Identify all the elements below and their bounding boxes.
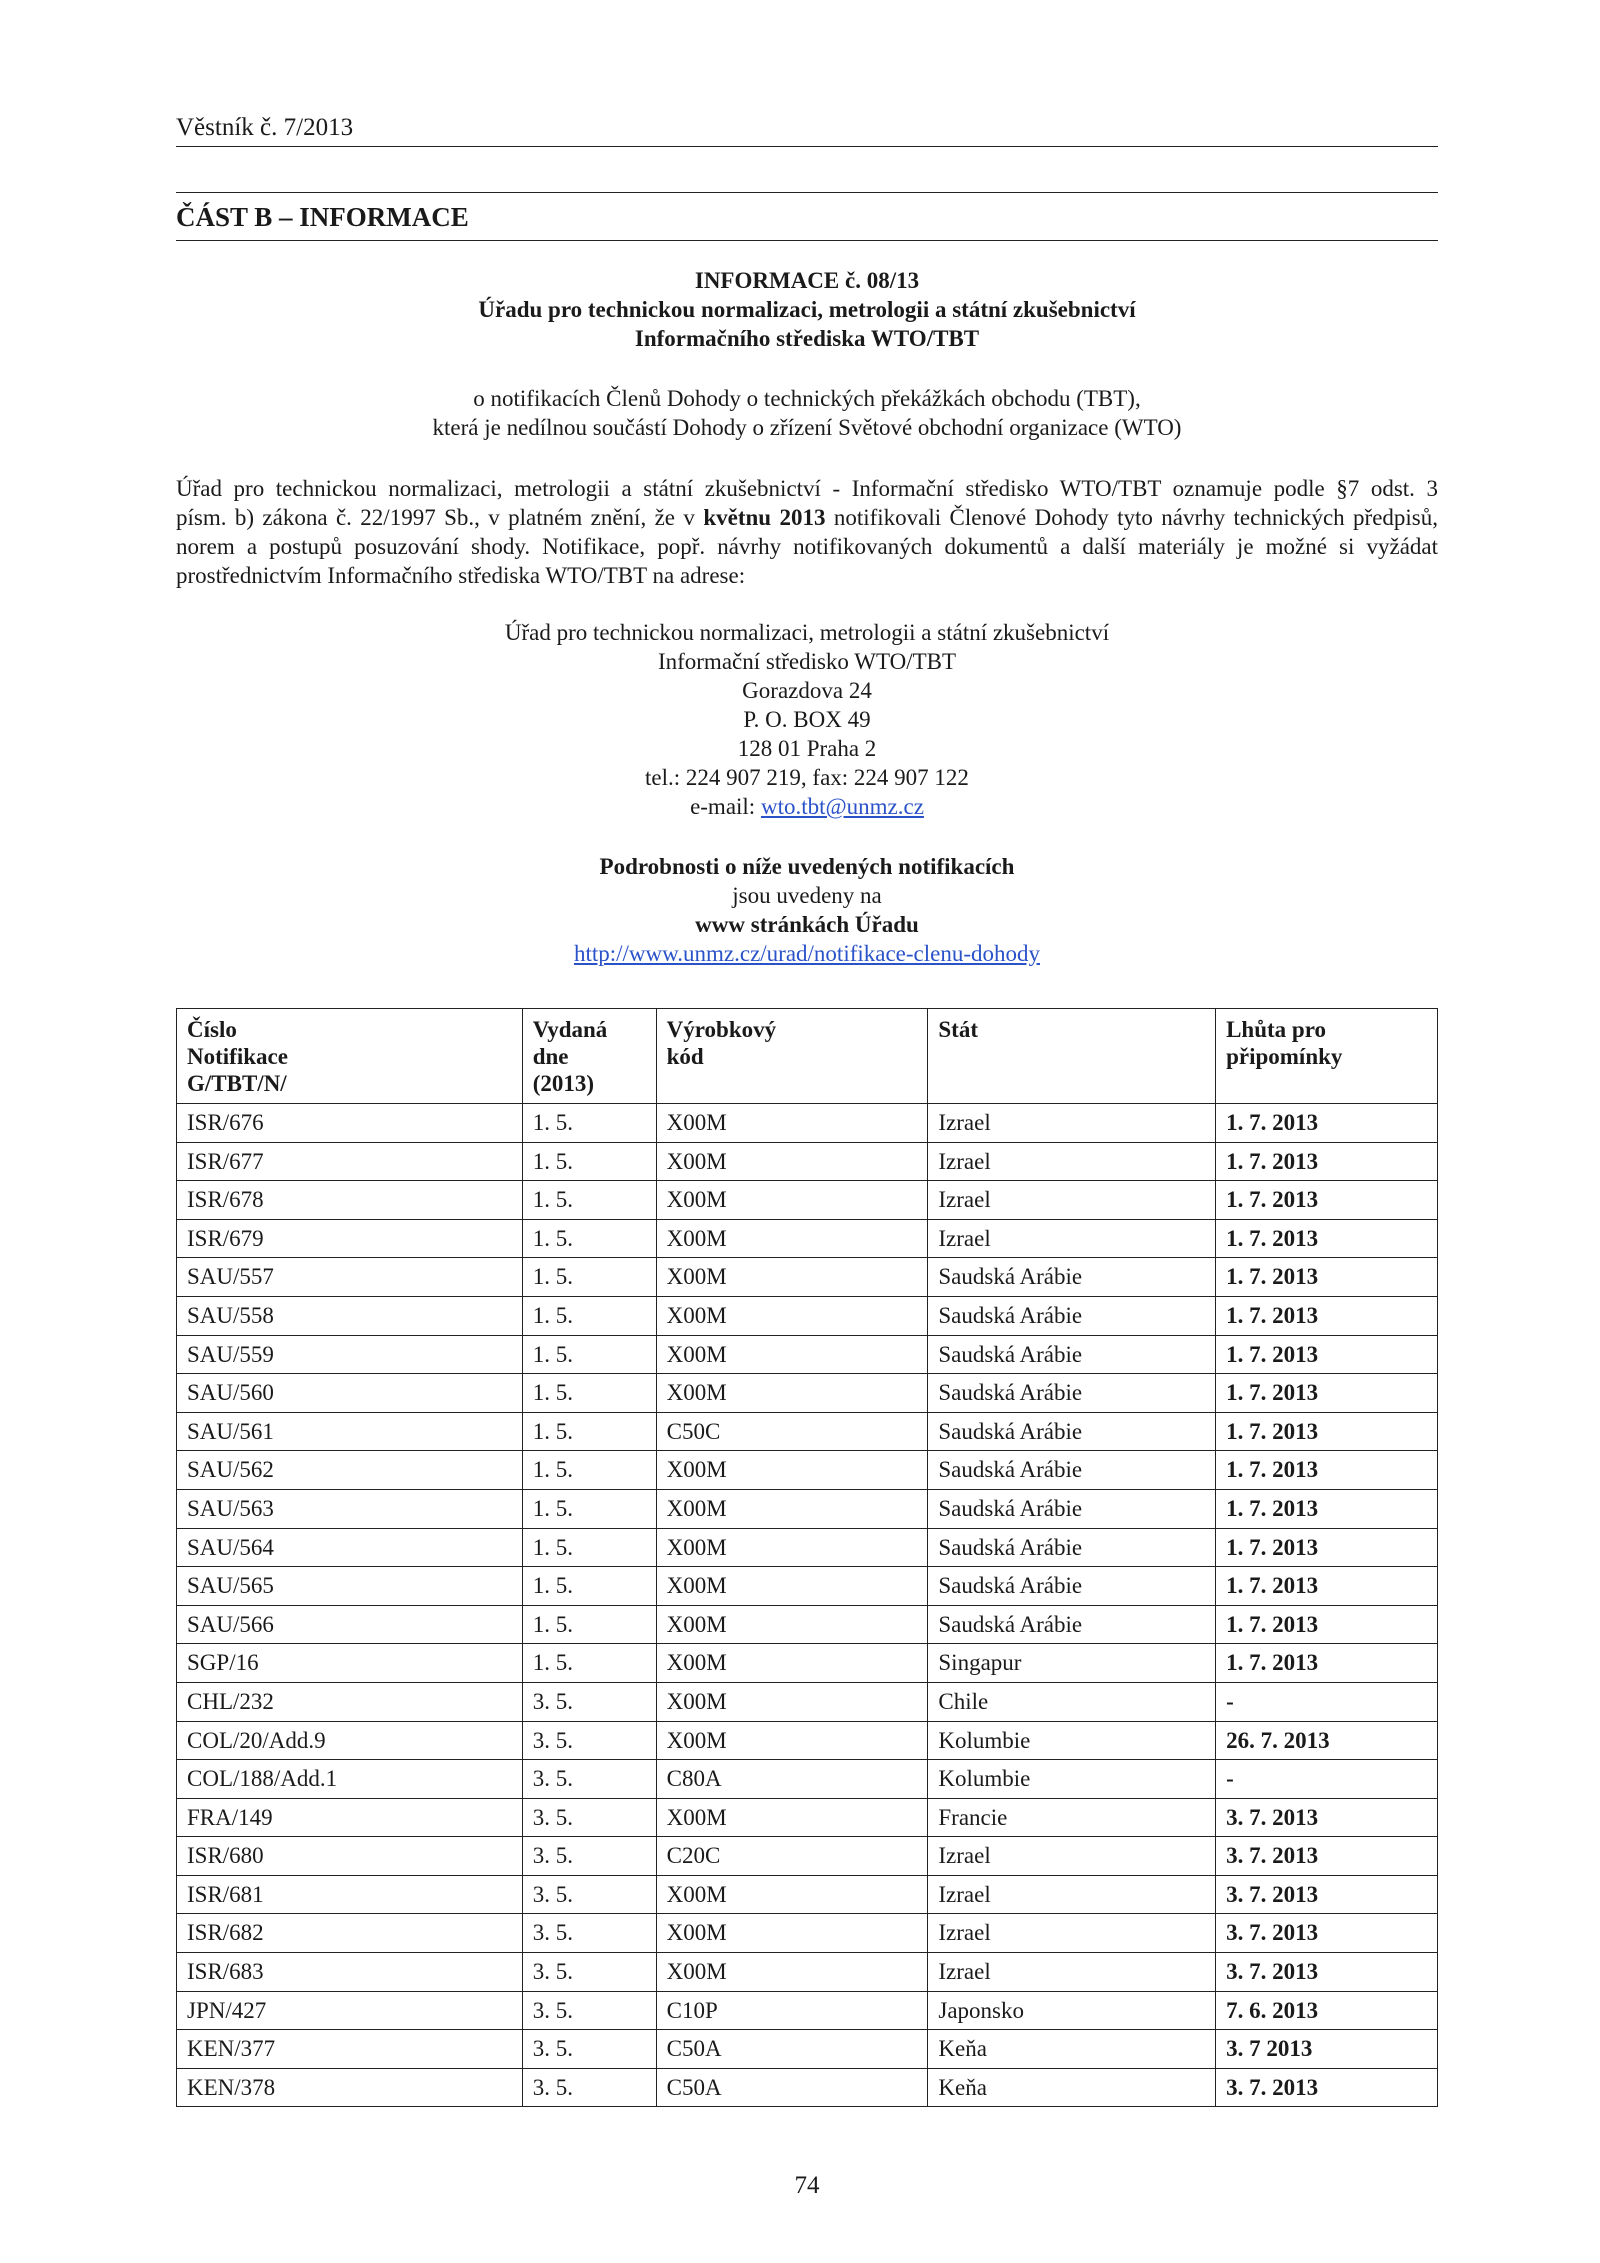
cell-notification-number: SAU/561 <box>177 1412 523 1451</box>
cell-issued-date: 3. 5. <box>522 1798 656 1837</box>
cell-issued-date: 1. 5. <box>522 1104 656 1143</box>
cell-comment-deadline: 3. 7. 2013 <box>1216 1837 1438 1876</box>
cell-comment-deadline: 3. 7. 2013 <box>1216 2068 1438 2107</box>
cell-notification-number: ISR/680 <box>177 1837 523 1876</box>
cell-notification-number: SGP/16 <box>177 1644 523 1683</box>
header-rule <box>176 146 1438 147</box>
table-row <box>177 1335 1438 1374</box>
cell-product-code: C20C <box>656 1837 928 1876</box>
header-line: Vydaná <box>532 1017 608 1042</box>
info-heading <box>176 266 1438 353</box>
table-row <box>177 1451 1438 1490</box>
cell-notification-number: KEN/377 <box>177 2030 523 2069</box>
info-subheading <box>176 384 1438 442</box>
cell-notification-number: ISR/682 <box>177 1914 523 1953</box>
section-rule-bottom <box>176 240 1438 241</box>
cell-comment-deadline: 1. 7. 2013 <box>1216 1104 1438 1143</box>
address-line: 128 01 Praha 2 <box>737 736 877 761</box>
header-issued-date <box>522 1009 656 1104</box>
section-rule-top <box>176 192 1438 193</box>
cell-issued-date: 3. 5. <box>522 1721 656 1760</box>
cell-product-code: X00M <box>656 1798 928 1837</box>
info-subheading-line: která je nedílnou součástí Dohody o zřízení Světové obchodní organizace (WTO) <box>432 415 1182 440</box>
cell-country: Izrael <box>928 1914 1216 1953</box>
cell-issued-date: 3. 5. <box>522 1953 656 1992</box>
cell-country: Izrael <box>928 1181 1216 1220</box>
cell-issued-date: 1. 5. <box>522 1412 656 1451</box>
cell-issued-date: 1. 5. <box>522 1335 656 1374</box>
table-row <box>177 1374 1438 1413</box>
table-row <box>177 1837 1438 1876</box>
cell-notification-number: ISR/681 <box>177 1875 523 1914</box>
cell-product-code: X00M <box>656 1605 928 1644</box>
intro-line <box>176 503 1438 532</box>
section-title: ČÁST B – INFORMACE <box>176 202 469 232</box>
cell-product-code: X00M <box>656 1296 928 1335</box>
cell-country: Japonsko <box>928 1991 1216 2030</box>
cell-issued-date: 3. 5. <box>522 2068 656 2107</box>
table-row <box>177 2030 1438 2069</box>
table-row <box>177 1991 1438 2030</box>
details-line: www stránkách Úřadu <box>695 912 919 937</box>
cell-product-code: C10P <box>656 1991 928 2030</box>
cell-country: Keňa <box>928 2068 1216 2107</box>
cell-notification-number: ISR/678 <box>177 1181 523 1220</box>
cell-product-code: X00M <box>656 1181 928 1220</box>
cell-notification-number: SAU/560 <box>177 1374 523 1413</box>
cell-country: Saudská Arábie <box>928 1567 1216 1606</box>
cell-issued-date: 3. 5. <box>522 1991 656 2030</box>
cell-product-code: X00M <box>656 1335 928 1374</box>
cell-country: Singapur <box>928 1644 1216 1683</box>
cell-country: Kolumbie <box>928 1721 1216 1760</box>
cell-comment-deadline: 7. 6. 2013 <box>1216 1991 1438 2030</box>
cell-comment-deadline: 3. 7 2013 <box>1216 2030 1438 2069</box>
table-row <box>177 1219 1438 1258</box>
header-line: připomínky <box>1226 1044 1343 1069</box>
cell-issued-date: 1. 5. <box>522 1258 656 1297</box>
cell-country: Izrael <box>928 1142 1216 1181</box>
cell-issued-date: 3. 5. <box>522 1875 656 1914</box>
table-row <box>177 1489 1438 1528</box>
cell-country: Saudská Arábie <box>928 1374 1216 1413</box>
cell-issued-date: 3. 5. <box>522 1682 656 1721</box>
cell-notification-number: SAU/559 <box>177 1335 523 1374</box>
cell-issued-date: 1. 5. <box>522 1567 656 1606</box>
cell-notification-number: SAU/563 <box>177 1489 523 1528</box>
cell-issued-date: 1. 5. <box>522 1489 656 1528</box>
address-line: P. O. BOX 49 <box>743 707 871 732</box>
cell-country: Saudská Arábie <box>928 1412 1216 1451</box>
cell-notification-number: SAU/562 <box>177 1451 523 1490</box>
email-link[interactable]: wto.tbt@unmz.cz <box>760 794 924 819</box>
cell-product-code: C50C <box>656 1412 928 1451</box>
cell-comment-deadline: 1. 7. 2013 <box>1216 1567 1438 1606</box>
header-line: (2013) <box>532 1071 595 1096</box>
cell-product-code: X00M <box>656 1374 928 1413</box>
page-number: 74 <box>794 2172 820 2199</box>
cell-comment-deadline: 1. 7. 2013 <box>1216 1142 1438 1181</box>
header-line: Výrobkový <box>666 1017 777 1042</box>
email-label: e-mail: <box>690 794 761 819</box>
cell-issued-date: 1. 5. <box>522 1296 656 1335</box>
cell-comment-deadline: 1. 7. 2013 <box>1216 1528 1438 1567</box>
table-row <box>177 1875 1438 1914</box>
table-header-row <box>177 1009 1438 1104</box>
cell-issued-date: 3. 5. <box>522 2030 656 2069</box>
cell-issued-date: 1. 5. <box>522 1605 656 1644</box>
header-line: dne <box>532 1044 569 1069</box>
info-heading-line: Úřadu pro technickou normalizaci, metrologii a státní zkušebnictví <box>478 297 1136 322</box>
intro-line: prostřednictvím Informačního střediska WTO/TBT na adrese: <box>176 563 746 588</box>
cell-issued-date: 3. 5. <box>522 1760 656 1799</box>
cell-comment-deadline: 1. 7. 2013 <box>1216 1374 1438 1413</box>
cell-notification-number: SAU/564 <box>177 1528 523 1567</box>
header-line: Číslo <box>187 1017 237 1042</box>
header-product-code <box>656 1009 928 1104</box>
cell-comment-deadline: 26. 7. 2013 <box>1216 1721 1438 1760</box>
cell-country: Saudská Arábie <box>928 1335 1216 1374</box>
cell-comment-deadline: 3. 7. 2013 <box>1216 1914 1438 1953</box>
cell-product-code: C80A <box>656 1760 928 1799</box>
cell-notification-number: SAU/565 <box>177 1567 523 1606</box>
cell-country: Chile <box>928 1682 1216 1721</box>
table-row <box>177 1644 1438 1683</box>
intro-month: květnu 2013 <box>703 505 826 530</box>
cell-notification-number: ISR/676 <box>177 1104 523 1143</box>
table-row <box>177 1258 1438 1297</box>
cell-product-code: X00M <box>656 1489 928 1528</box>
info-heading-line: Informačního střediska WTO/TBT <box>634 326 980 351</box>
cell-comment-deadline: 1. 7. 2013 <box>1216 1181 1438 1220</box>
info-heading-line: INFORMACE č. 08/13 <box>694 268 920 293</box>
cell-comment-deadline: 3. 7. 2013 <box>1216 1798 1438 1837</box>
cell-comment-deadline: 1. 7. 2013 <box>1216 1451 1438 1490</box>
header-line: G/TBT/N/ <box>187 1071 287 1096</box>
cell-comment-deadline: 1. 7. 2013 <box>1216 1296 1438 1335</box>
table-row <box>177 1528 1438 1567</box>
table-row <box>177 1721 1438 1760</box>
intro-paragraph <box>176 474 1438 590</box>
cell-notification-number: JPN/427 <box>177 1991 523 2030</box>
cell-comment-deadline: - <box>1216 1760 1438 1799</box>
cell-country: Francie <box>928 1798 1216 1837</box>
info-subheading-line: o notifikacích Členů Dohody o technických překážkách obchodu (TBT), <box>473 386 1141 411</box>
cell-country: Izrael <box>928 1953 1216 1992</box>
cell-country: Saudská Arábie <box>928 1489 1216 1528</box>
cell-product-code: X00M <box>656 1875 928 1914</box>
cell-product-code: X00M <box>656 1721 928 1760</box>
cell-issued-date: 1. 5. <box>522 1644 656 1683</box>
cell-product-code: X00M <box>656 1953 928 1992</box>
header-line: kód <box>666 1044 704 1069</box>
cell-notification-number: ISR/683 <box>177 1953 523 1992</box>
cell-comment-deadline: 3. 7. 2013 <box>1216 1875 1438 1914</box>
cell-notification-number: ISR/679 <box>177 1219 523 1258</box>
address-line: tel.: 224 907 219, fax: 224 907 122 <box>645 765 969 790</box>
cell-notification-number: FRA/149 <box>177 1798 523 1837</box>
cell-country: Saudská Arábie <box>928 1296 1216 1335</box>
intro-text: notifikovali Členové Dohody tyto návrhy technických předpisů, <box>825 505 1439 530</box>
cell-product-code: X00M <box>656 1258 928 1297</box>
address-line: Informační středisko WTO/TBT <box>657 649 957 674</box>
cell-issued-date: 1. 5. <box>522 1181 656 1220</box>
cell-notification-number: ISR/677 <box>177 1142 523 1181</box>
notifications-table <box>176 1008 1438 2107</box>
cell-country: Saudská Arábie <box>928 1605 1216 1644</box>
header-line: Notifikace <box>187 1044 288 1069</box>
header-country <box>928 1009 1216 1104</box>
cell-comment-deadline: 1. 7. 2013 <box>1216 1489 1438 1528</box>
cell-issued-date: 3. 5. <box>522 1914 656 1953</box>
cell-product-code: X00M <box>656 1644 928 1683</box>
table-body <box>177 1104 1438 2107</box>
cell-comment-deadline: 1. 7. 2013 <box>1216 1335 1438 1374</box>
cell-product-code: C50A <box>656 2068 928 2107</box>
header-comment-deadline <box>1216 1009 1438 1104</box>
cell-country: Izrael <box>928 1219 1216 1258</box>
cell-notification-number: SAU/566 <box>177 1605 523 1644</box>
cell-country: Keňa <box>928 2030 1216 2069</box>
cell-country: Saudská Arábie <box>928 1528 1216 1567</box>
table-row <box>177 1412 1438 1451</box>
address-line: Úřad pro technickou normalizaci, metrologii a státní zkušebnictví <box>504 620 1110 645</box>
cell-product-code: X00M <box>656 1567 928 1606</box>
address-email-line <box>176 792 1438 821</box>
cell-notification-number: CHL/232 <box>177 1682 523 1721</box>
table-row <box>177 1605 1438 1644</box>
cell-product-code: C50A <box>656 2030 928 2069</box>
cell-notification-number: COL/188/Add.1 <box>177 1760 523 1799</box>
details-block <box>176 852 1438 968</box>
table-row <box>177 1567 1438 1606</box>
intro-line: norem a postupů posuzování shody. Notifikace, popř. návrhy notifikovaných dokumentů a další materiály je možné si vyžádat <box>176 534 1438 559</box>
details-line: Podrobnosti o níže uvedených notifikacích <box>599 854 1015 879</box>
table-row <box>177 2068 1438 2107</box>
header-notification-number <box>177 1009 523 1104</box>
cell-country: Izrael <box>928 1837 1216 1876</box>
cell-product-code: X00M <box>656 1451 928 1490</box>
cell-issued-date: 1. 5. <box>522 1374 656 1413</box>
cell-issued-date: 1. 5. <box>522 1528 656 1567</box>
cell-comment-deadline: 1. 7. 2013 <box>1216 1219 1438 1258</box>
table-row <box>177 1296 1438 1335</box>
cell-country: Saudská Arábie <box>928 1258 1216 1297</box>
header-line: Stát <box>938 1017 979 1042</box>
cell-country: Izrael <box>928 1104 1216 1143</box>
cell-issued-date: 3. 5. <box>522 1837 656 1876</box>
table-row <box>177 1181 1438 1220</box>
document-page <box>176 0 1438 2263</box>
cell-issued-date: 1. 5. <box>522 1142 656 1181</box>
intro-text: písm. b) zákona č. 22/1997 Sb., v platném znění, že v <box>176 505 704 530</box>
cell-country: Izrael <box>928 1875 1216 1914</box>
cell-country: Kolumbie <box>928 1760 1216 1799</box>
cell-notification-number: COL/20/Add.9 <box>177 1721 523 1760</box>
cell-product-code: X00M <box>656 1142 928 1181</box>
address-block <box>176 618 1438 821</box>
cell-product-code: X00M <box>656 1682 928 1721</box>
cell-product-code: X00M <box>656 1104 928 1143</box>
address-line: Gorazdova 24 <box>742 678 872 703</box>
cell-issued-date: 1. 5. <box>522 1451 656 1490</box>
cell-issued-date: 1. 5. <box>522 1219 656 1258</box>
table-row <box>177 1914 1438 1953</box>
table-row <box>177 1798 1438 1837</box>
table-row <box>177 1953 1438 1992</box>
cell-comment-deadline: 1. 7. 2013 <box>1216 1644 1438 1683</box>
cell-country: Saudská Arábie <box>928 1451 1216 1490</box>
table-row <box>177 1142 1438 1181</box>
cell-comment-deadline: - <box>1216 1682 1438 1721</box>
header-line: Lhůta pro <box>1226 1017 1327 1042</box>
cell-product-code: X00M <box>656 1914 928 1953</box>
table-row <box>177 1104 1438 1143</box>
journal-header: Věstník č. 7/2013 <box>176 114 354 141</box>
intro-line: Úřad pro technickou normalizaci, metrologii a státní zkušebnictví - Informační středisko WTO/TBT oznamuje podle §7 odst. 3 <box>176 476 1438 501</box>
details-url-link[interactable]: http://www.unmz.cz/urad/notifikace-clenu-dohody <box>573 941 1041 966</box>
cell-comment-deadline: 1. 7. 2013 <box>1216 1412 1438 1451</box>
cell-comment-deadline: 1. 7. 2013 <box>1216 1258 1438 1297</box>
cell-notification-number: SAU/557 <box>177 1258 523 1297</box>
details-line: jsou uvedeny na <box>732 883 882 908</box>
table-row <box>177 1760 1438 1799</box>
cell-comment-deadline: 1. 7. 2013 <box>1216 1605 1438 1644</box>
cell-product-code: X00M <box>656 1219 928 1258</box>
cell-product-code: X00M <box>656 1528 928 1567</box>
table-row <box>177 1682 1438 1721</box>
cell-comment-deadline: 3. 7. 2013 <box>1216 1953 1438 1992</box>
cell-notification-number: SAU/558 <box>177 1296 523 1335</box>
cell-notification-number: KEN/378 <box>177 2068 523 2107</box>
